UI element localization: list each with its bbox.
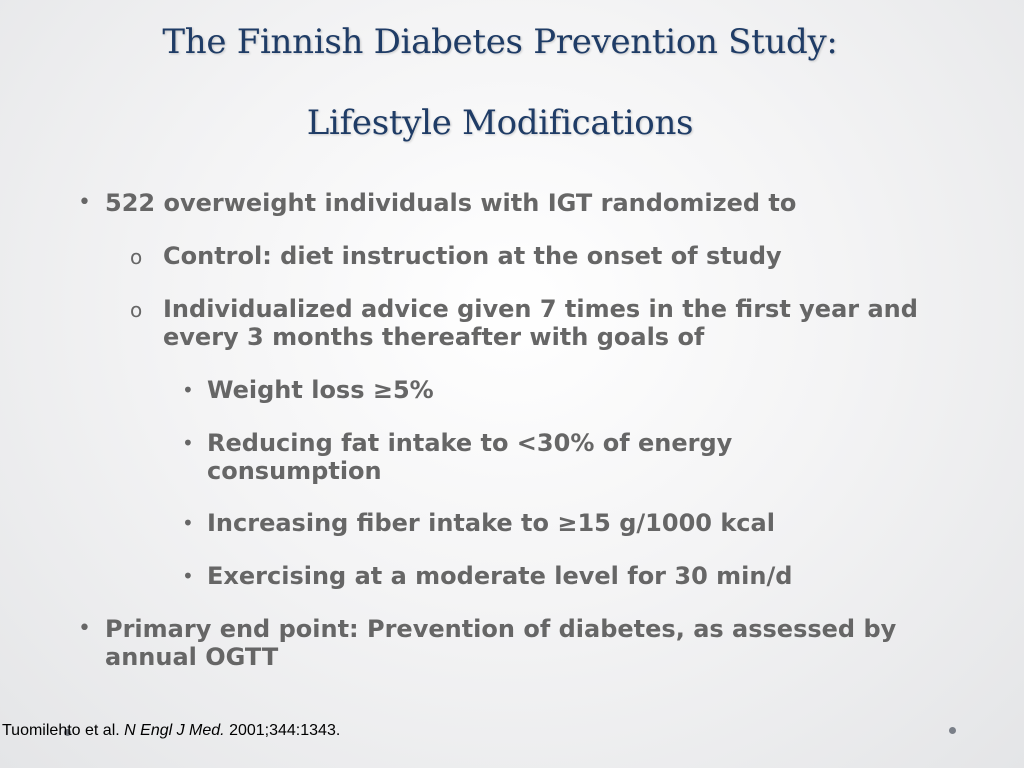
list-item — [130, 295, 943, 351]
list-item — [182, 562, 927, 590]
bullet-marker: • — [78, 616, 91, 641]
sub-bullet-marker: o — [130, 298, 143, 322]
list-item-text: Reducing fat intake to <30% of energy consumption — [207, 429, 733, 485]
citation-authors: Tuomilehto et al. — [2, 722, 125, 739]
citation — [2, 722, 340, 740]
list-item — [182, 509, 927, 537]
list-item-text: Control: diet instruction at the onset of study — [163, 242, 782, 270]
list-item — [78, 615, 965, 671]
list-item-text: 522 overweight individuals with IGT randomized to — [105, 189, 797, 217]
list-item — [182, 429, 807, 485]
bullet-marker: • — [182, 431, 194, 455]
list-item — [182, 376, 927, 404]
list-item-text: Exercising at a moderate level for 30 min/d — [207, 562, 793, 590]
citation-details: 2001;344:1343. — [224, 722, 341, 739]
list-item-text: Increasing fiber intake to ≥15 g/1000 kcal — [207, 509, 775, 537]
list-item-text: Weight loss ≥5% — [207, 376, 434, 404]
list-item-text: Individualized advice given 7 times in the first year and every 3 months thereafter with goals of — [163, 295, 918, 351]
decorative-dot-right — [949, 727, 956, 734]
sub-bullet-marker: o — [130, 245, 143, 269]
bullet-marker: • — [78, 190, 91, 215]
bullet-marker: • — [182, 564, 194, 588]
bullet-marker: • — [182, 511, 194, 535]
slide-title: The Finnish Diabetes Prevention Study: — [162, 22, 838, 62]
list-item-text: Primary end point: Prevention of diabetes, as assessed by annual OGTT — [105, 615, 897, 671]
bullet-marker: • — [182, 378, 194, 402]
slide-subtitle: Lifestyle Modifications — [306, 103, 694, 143]
list-item — [78, 189, 965, 217]
list-item — [130, 242, 963, 270]
citation-journal: N Engl J Med. — [124, 722, 225, 739]
